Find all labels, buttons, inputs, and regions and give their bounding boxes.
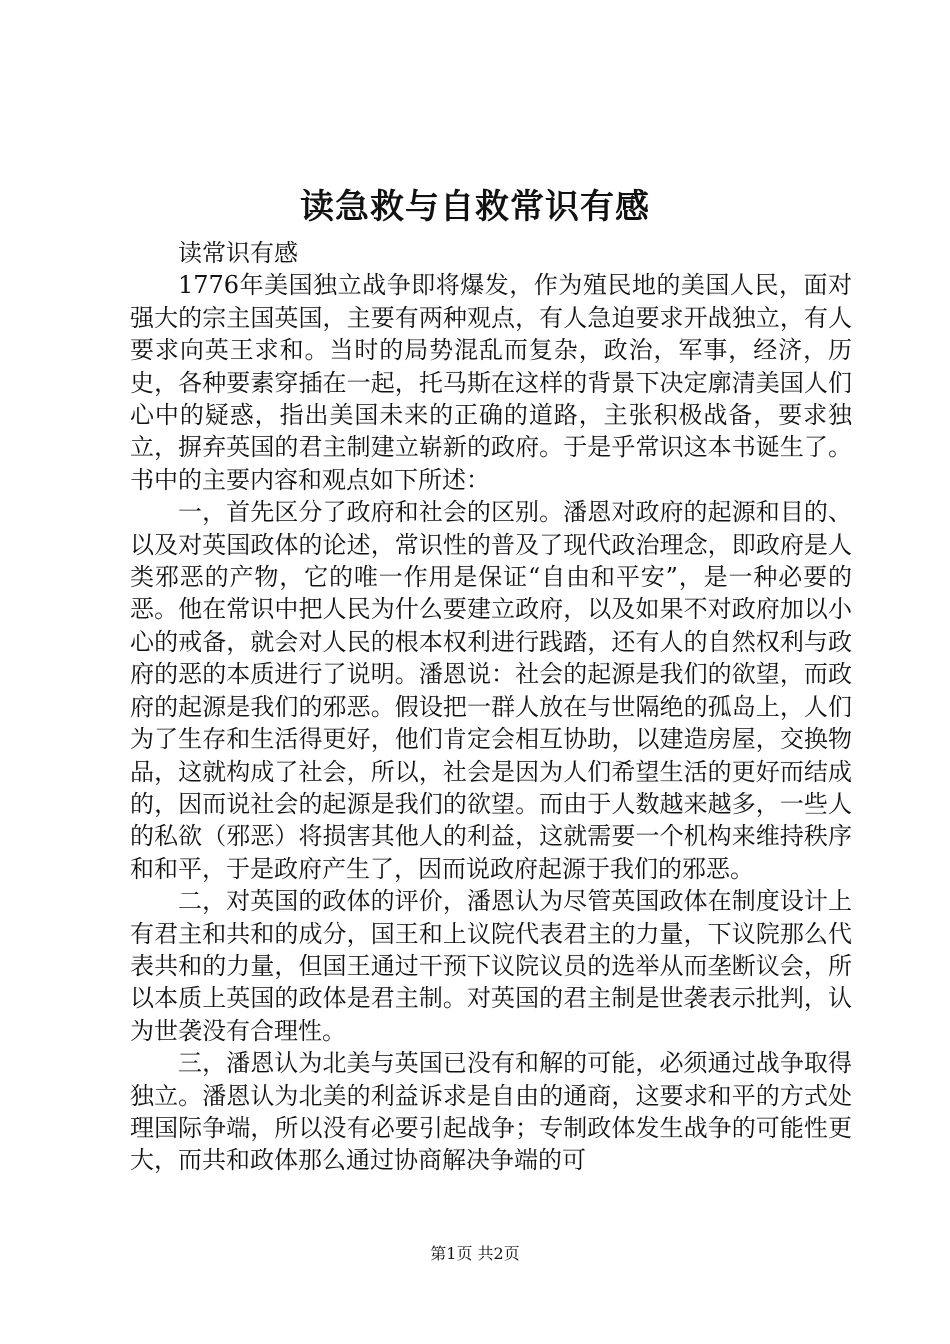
paragraph-2: 一，首先区分了政府和社会的区别。潘恩对政府的起源和目的、以及对英国政体的论述，常识性的普及了现代政治理念，即政府是人类邪恶的产物，它的唯一作用是保证“自由和平安”，是一种必要的恶。他在常识中把人民为什么要建立政府，以及如果不对政府加以小心的戒备，就会对人民的根本权利进行践踏，还有人的自然权利与政府的恶的本质进行了说明。潘恩说：社会的起源是我们的欲望，而政府的起源是我们的邪恶。假设把一群人放在与世隔绝的孤岛上，人们为了生存和生活得更好，他们肯定会相互协助，以建造房屋，交换物品，这就构成了社会，所以，社会是因为人们希望生活的更好而结成的，因而说社会的起源是我们的欲望。而由于人数越来越多，一些人的私欲（邪恶）将损害其他人的利益，这就需要一个机构来维持秩序和和平，于是政府产生了，因而说政府起源于我们的邪恶。 <box>130 498 852 883</box>
document-title: 读急救与自救常识有感 <box>300 187 650 227</box>
paragraph-3: 二，对英国的政体的评价，潘恩认为尽管英国政体在制度设计上有君主和共和的成分，国王和上议院代表君主的力量，下议院那么代表共和的力量，但国王通过干预下议院议员的选举从而垄断议会，所以本质上英国的政体是君主制。对英国的君主制是世袭表示批判，认为世袭没有合理性。 <box>130 887 852 1045</box>
document-body <box>130 237 852 1177</box>
paragraph-4: 三，潘恩认为北美与英国已没有和解的可能，必须通过战争取得独立。潘恩认为北美的利益诉求是自由的通商，这要求和平的方式处理国际争端，所以没有必要引起战争；专制政体发生战争的可能性更大，而共和政体那么通过协商解决争端的可 <box>130 1049 852 1175</box>
paragraph-1: 1776年美国独立战争即将爆发，作为殖民地的美国人民，面对强大的宗主国英国，主要有两种观点，有人急迫要求开战独立，有人要求向英王求和。当时的局势混乱而复杂，政治，军事，经济，历史，各种要素穿插在一起，托马斯在这样的背景下决定廓清美国人们心中的疑惑，指出美国未来的正确的道路，主张积极战备，要求独立，摒弃英国的君主制建立崭新的政府。于是乎常识这本书诞生了。书中的主要内容和观点如下所述： <box>130 271 852 494</box>
document-subtitle: 读常识有感 <box>178 239 298 267</box>
page-number-footer: 第1页 共2页 <box>430 1244 520 1263</box>
